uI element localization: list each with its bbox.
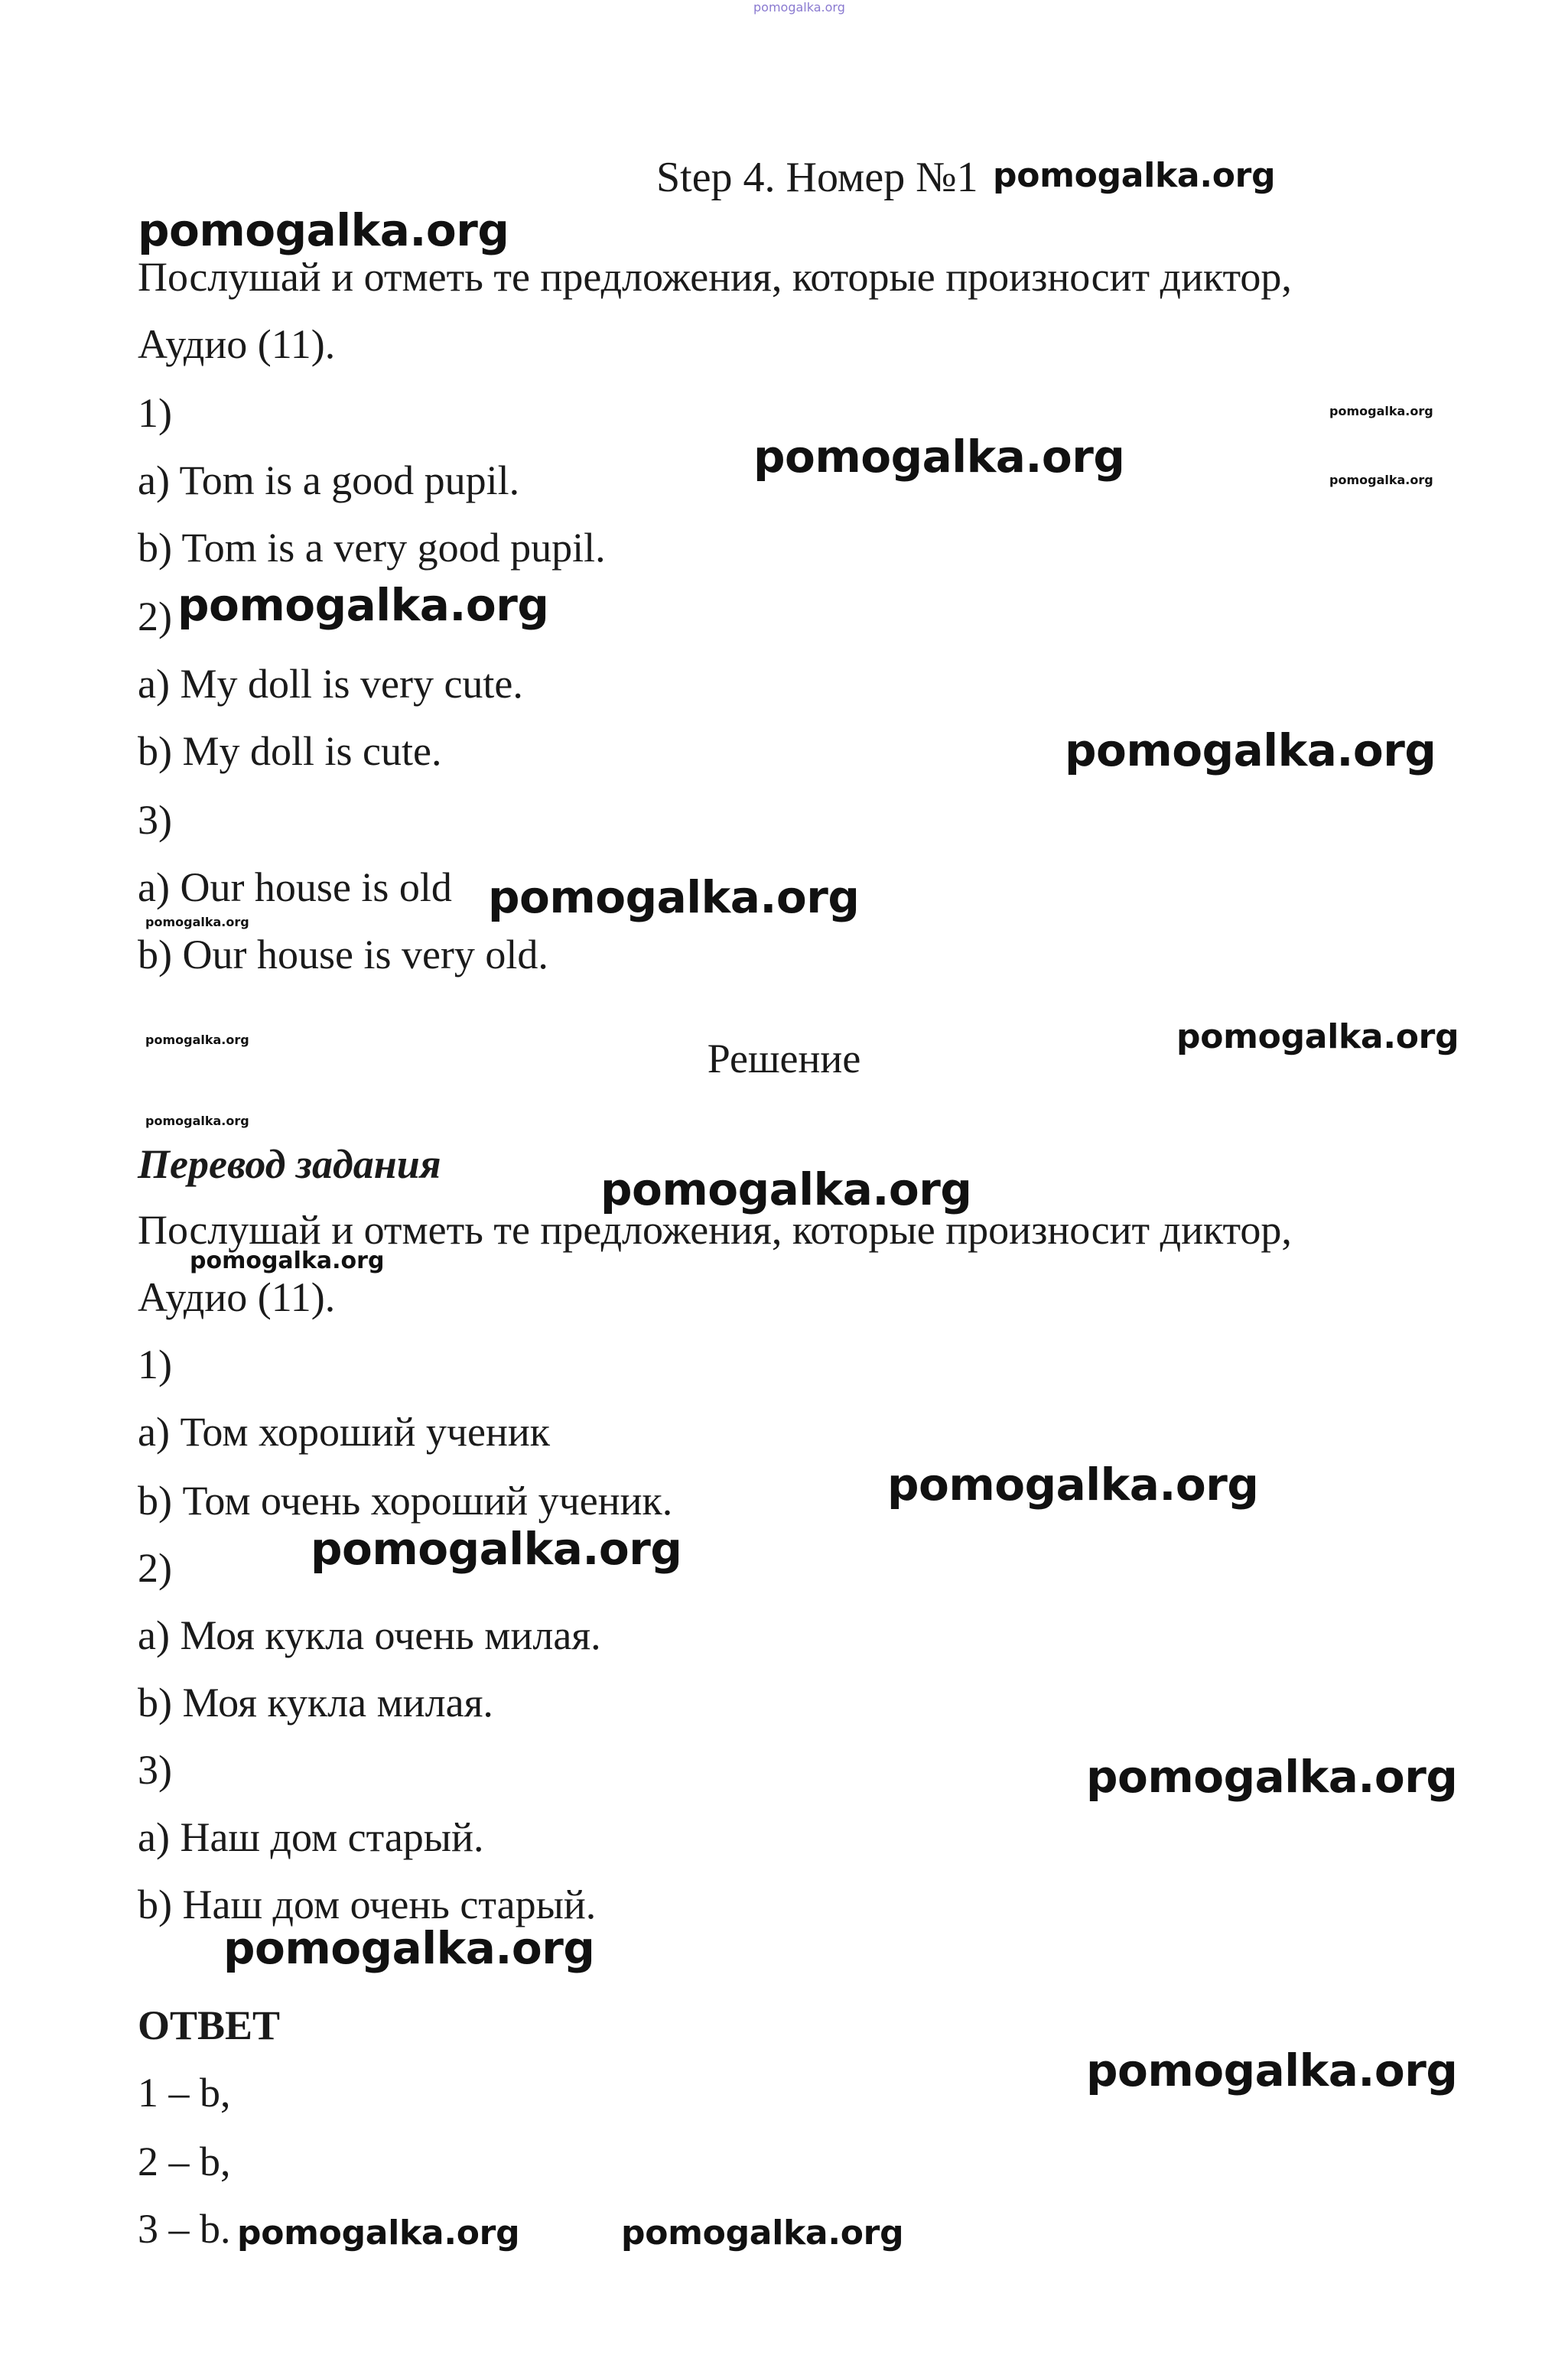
watermark: pomogalka.org <box>177 579 549 631</box>
translation-item-2-option-a: a) Моя кукла очень милая. <box>138 1612 601 1658</box>
translation-heading: Перевод задания <box>138 1141 441 1187</box>
task-item-3-number: 3) <box>138 797 172 843</box>
translation-item-3-option-a: a) Наш дом старый. <box>138 1814 484 1860</box>
task-instruction-line1: Послушай и отметь те предложения, которые произносит диктор, <box>138 254 1292 300</box>
watermark: pomogalka.org <box>1065 724 1436 776</box>
translation-instruction-line2: Аудио (11). <box>138 1274 336 1320</box>
watermark: pomogalka.org <box>145 1033 249 1047</box>
watermark: pomogalka.org <box>1329 404 1433 418</box>
task-item-3-option-b: b) Our house is very old. <box>138 932 548 977</box>
task-item-1-option-b: b) Tom is a very good pupil. <box>138 525 606 571</box>
watermark: pomogalka.org <box>145 1114 249 1128</box>
watermark: pomogalka.org <box>887 1459 1259 1511</box>
answer-heading: ОТВЕТ <box>138 2002 281 2048</box>
watermark: pomogalka.org <box>223 1922 595 1974</box>
watermark: pomogalka.org <box>311 1523 682 1575</box>
task-item-1-option-a: a) Tom is a good pupil. <box>138 457 520 503</box>
task-item-1-number: 1) <box>138 390 172 436</box>
translation-item-1-option-a: a) Том хороший ученик <box>138 1409 550 1455</box>
task-item-2-option-b: b) My doll is cute. <box>138 728 442 774</box>
watermark: pomogalka.org <box>753 0 845 15</box>
task-item-2-option-a: a) My doll is very cute. <box>138 661 523 707</box>
watermark: pomogalka.org <box>621 2214 904 2253</box>
task-item-2-number: 2) <box>138 594 172 639</box>
answer-line-1: 1 – b, <box>138 2070 231 2116</box>
watermark: pomogalka.org <box>600 1163 972 1215</box>
watermark: pomogalka.org <box>1086 2044 1458 2096</box>
watermark: pomogalka.org <box>190 1247 385 1274</box>
watermark: pomogalka.org <box>237 2214 520 2253</box>
watermark: pomogalka.org <box>1329 473 1433 487</box>
watermark: pomogalka.org <box>138 204 509 256</box>
watermark: pomogalka.org <box>1086 1751 1458 1803</box>
watermark: pomogalka.org <box>145 915 249 929</box>
watermark: pomogalka.org <box>993 156 1276 195</box>
task-item-3-option-a: a) Our house is old <box>138 864 452 910</box>
task-instruction-line2: Аудио (11). <box>138 321 336 367</box>
answer-line-2: 2 – b, <box>138 2139 231 2184</box>
watermark: pomogalka.org <box>1176 1017 1459 1056</box>
translation-item-2-number: 2) <box>138 1545 172 1591</box>
watermark: pomogalka.org <box>753 431 1125 483</box>
page-title: Step 4. Номер №1 <box>656 154 978 201</box>
translation-item-3-option-b: b) Наш дом очень старый. <box>138 1882 597 1927</box>
translation-item-1-number: 1) <box>138 1342 172 1387</box>
translation-instruction-line1: Послушай и отметь те предложения, которые произносит диктор, <box>138 1207 1292 1253</box>
watermark: pomogalka.org <box>488 871 860 923</box>
solution-title: Решение <box>707 1036 861 1082</box>
translation-item-3-number: 3) <box>138 1747 172 1793</box>
translation-item-1-option-b: b) Том очень хороший ученик. <box>138 1478 673 1524</box>
translation-item-2-option-b: b) Моя кукла милая. <box>138 1680 493 1726</box>
answer-line-3: 3 – b. <box>138 2206 231 2252</box>
